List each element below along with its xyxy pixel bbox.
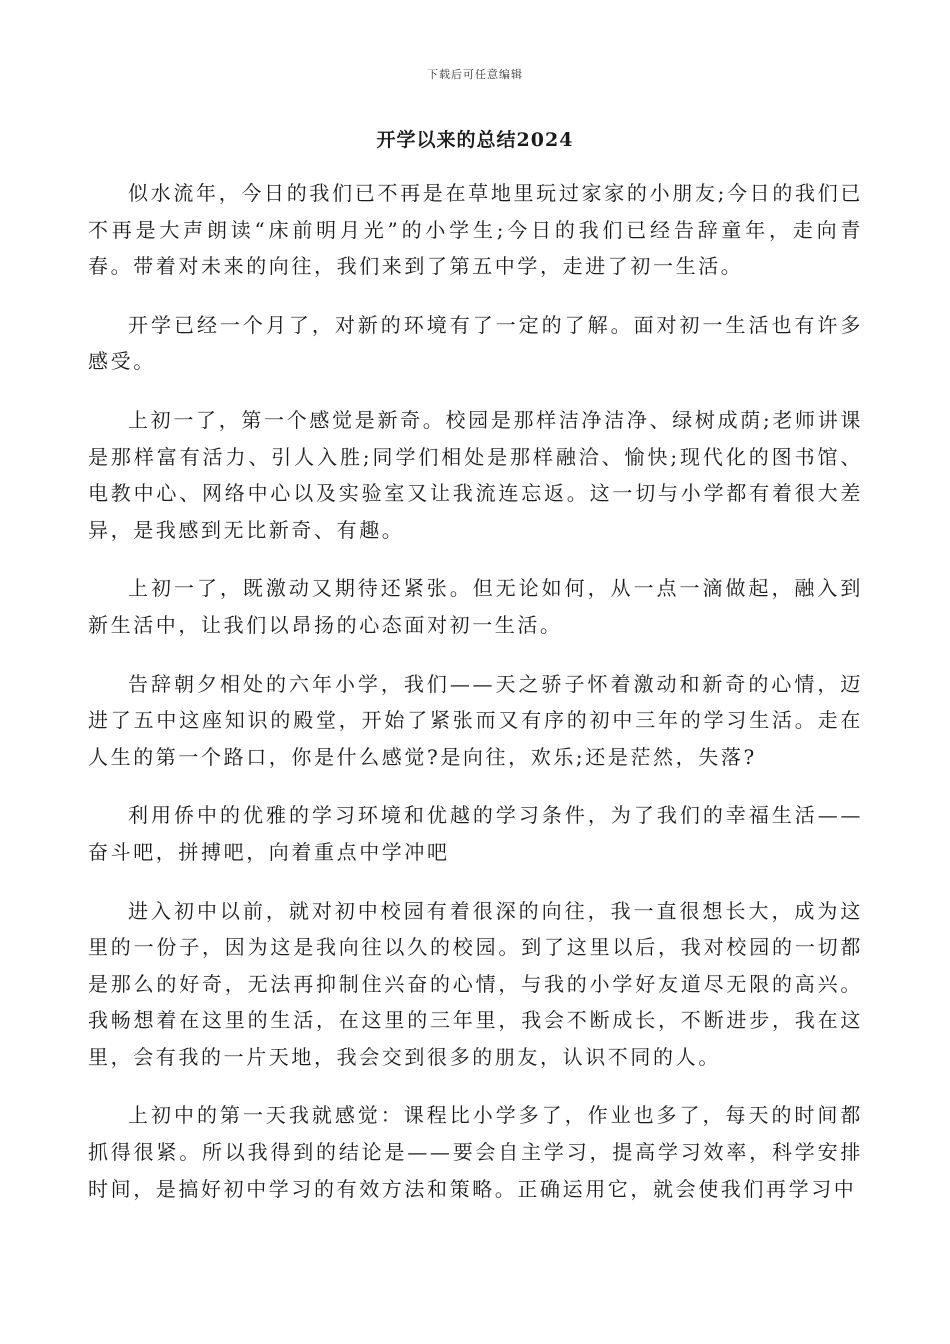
paragraph-8: 上初中的第一天我就感觉：课程比小学多了，作业也多了，每天的时间都抓得很紧。所以我得到的结论是——要会自主学习，提高学习效率，科学安排时间，是搞好初中学习的有效方法和策略。正确运用它，就会使我们再学习中 bbox=[88, 1103, 863, 1201]
paragraph-2: 开学已经一个月了，对新的环境有了一定的了解。面对初一生活也有许多感受。 bbox=[88, 312, 863, 374]
paragraph-6: 利用侨中的优雅的学习环境和优越的学习条件，为了我们的幸福生活——奋斗吧，拼搏吧，向着重点中学冲吧 bbox=[88, 803, 863, 864]
document-body bbox=[88, 175, 863, 1229]
document-title: 开学以来的总结2024 bbox=[376, 129, 574, 151]
paragraph-7: 进入初中以前，就对初中校园有着很深的向往，我一直很想长大，成为这里的一份子，因为这是我向往以久的校园。到了这里以后，我对校园的一切都是那么的好奇，无法再抑制住兴奋的心情，与我的小学好友道尽无限的高兴。我畅想着在这里的生活，在这里的三年里，我会不断成长，不断进步，我在这里，会有我的一片天地，我会交到很多的朋友，认识不同的人。 bbox=[88, 898, 863, 1069]
paragraph-5: 告辞朝夕相处的六年小学，我们——天之骄子怀着激动和新奇的心情，迈进了五中这座知识的殿堂，开始了紧张而又有序的初中三年的学习生活。走在人生的第一个路口，你是什么感觉?是向往，欢乐;还是茫然，失落? bbox=[88, 671, 863, 769]
paragraph-3: 上初一了，第一个感觉是新奇。校园是那样洁净洁净、绿树成荫;老师讲课是那样富有活力、引人入胜;同学们相处是那样融洽、愉快;现代化的图书馆、电教中心、网络中心以及实验室又让我流连忘返。这一切与小学都有着很大差异，是我感到无比新奇、有趣。 bbox=[88, 407, 863, 542]
paragraph-4: 上初一了，既激动又期待还紧张。但无论如何，从一点一滴做起，融入到新生活中，让我们以昂扬的心态面对初一生活。 bbox=[88, 576, 863, 637]
header-note: 下载后可任意编辑 bbox=[427, 68, 523, 81]
paragraph-1: 似水流年，今日的我们已不再是在草地里玩过家家的小朋友;今日的我们已不再是大声朗读“床前明月光”的小学生;今日的我们已经告辞童年，走向青春。带着对未来的向往，我们来到了第五中学，走进了初一生活。 bbox=[88, 181, 863, 279]
